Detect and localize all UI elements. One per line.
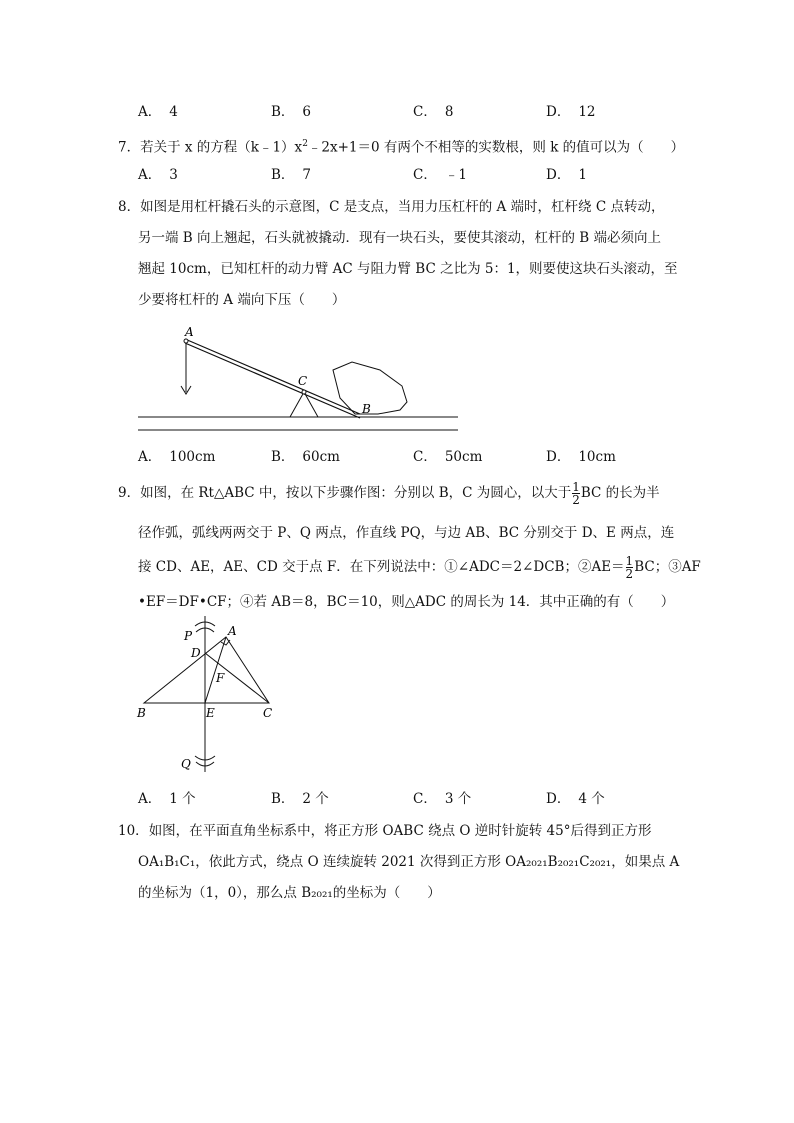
q9-option-b[interactable]: B． 2 个	[271, 791, 329, 807]
q6-option-d[interactable]: D． 12	[546, 104, 596, 120]
q8-stem-line-4: 少要将杠杆的 A 端向下压（ ）	[138, 292, 346, 308]
q7-number: 7．	[118, 139, 141, 156]
q9-stem-line-4: •EF＝DF•CF；④若 AB＝8，BC＝10，则△ADC 的周长为 14．其中正确的有（ ）	[138, 594, 675, 610]
q9-stem-line-3: 接 CD、AE，AE、CD 交于点 F．在下列说法中：①∠ADC＝2∠DCB；②AE＝ $\frac{1}{2}$ BC；③AF	[138, 554, 701, 581]
segment-cd	[205, 653, 269, 703]
q7-option-d[interactable]: D． 1	[546, 167, 587, 183]
q7-option-c[interactable]: C． ﹣1	[413, 167, 467, 183]
q6-option-b[interactable]: B． 6	[271, 104, 312, 120]
label-e: E	[206, 706, 215, 720]
q8-option-d[interactable]: D． 10cm	[546, 449, 616, 465]
q8-stem-line-3: 翘起 10cm，已知杠杆的动力臂 AC 与阻力臂 BC 之比为 5：1，则要使这块石头滚动，至	[138, 261, 678, 277]
q9-option-d[interactable]: D． 4 个	[546, 791, 605, 807]
q6-option-c[interactable]: C． 8	[413, 104, 454, 120]
q9-stem-line-1: 9．如图，在 Rt△ABC 中，按以下步骤作图：分别以 B，C 为圆心，以大于 $\frac{1}{2}$ BC 的长为半	[118, 480, 660, 507]
q9-number: 9．	[118, 485, 141, 501]
q7-option-b[interactable]: B． 7	[271, 167, 312, 183]
triangle-abc	[144, 637, 269, 703]
q7-stem	[118, 135, 684, 157]
segment-ae	[205, 637, 226, 703]
label-f: F	[216, 671, 225, 685]
label-a: A	[185, 325, 194, 339]
label-p: P	[184, 629, 193, 643]
q7-text-2: ﹣2x+1＝0 有两个不相等的实数根，则 k 的值可以为（ ）	[307, 139, 685, 156]
q8-option-c[interactable]: C． 50cm	[413, 449, 483, 465]
q7-exponent: 2	[302, 139, 308, 149]
fraction-one-half-2: $\frac{1}{2}$	[625, 554, 634, 581]
q8-stem-line-1: 8．如图是用杠杆撬石头的示意图，C 是支点，当用力压杠杆的 A 端时，杠杆绕 C 点转动，	[118, 199, 665, 215]
point-a-marker	[184, 339, 188, 343]
q7-text-1: 若关于 x 的方程（k﹣1）x	[140, 139, 303, 156]
triangle-construction-figure	[130, 612, 290, 782]
label-a: A	[228, 624, 237, 638]
q6-option-a[interactable]: A． 4	[138, 104, 178, 120]
label-c: C	[263, 706, 273, 720]
lever-bar-upper	[185, 339, 360, 414]
label-c: C	[298, 374, 308, 388]
q10-stem-line-1: 10．如图，在平面直角坐标系中，将正方形 OABC 绕点 O 逆时针旋转 45°后得到正方形	[118, 823, 652, 839]
label-q: Q	[181, 757, 191, 771]
q9-option-a[interactable]: A． 1 个	[138, 791, 196, 807]
q10-stem-line-2: OA₁B₁C₁，依此方式，绕点 O 连续旋转 2021 次得到正方形 OA₂₀₂₁B₂₀₂₁C₂₀₂₁，如果点 A	[138, 854, 680, 870]
label-d: D	[191, 646, 201, 660]
lever-figure	[130, 322, 470, 437]
fulcrum-triangle	[290, 392, 318, 417]
lever-bar-lower	[185, 343, 360, 418]
q7-option-a[interactable]: A． 3	[138, 167, 178, 183]
q8-stem-line-2: 另一端 B 向上翘起，石头就被撬动．现有一块石头，要使其滚动，杠杆的 B 端必须向上	[138, 230, 662, 246]
q10-stem-line-3: 的坐标为（1，0），那么点 B₂₀₂₁的坐标为（ ）	[138, 885, 441, 901]
q9-stem-line-2: 径作弧，弧线两两交于 P、Q 两点，作直线 PQ，与边 AB、BC 分别交于 D、E 两点，连	[138, 525, 675, 541]
fraction-one-half: $\frac{1}{2}$	[572, 480, 580, 507]
label-b: B	[137, 706, 146, 720]
label-b: B	[362, 402, 371, 416]
q10-number: 10．	[118, 823, 149, 839]
q8-number: 8．	[118, 199, 141, 215]
q8-option-b[interactable]: B． 60cm	[271, 449, 340, 465]
q9-option-c[interactable]: C． 3 个	[413, 791, 472, 807]
q8-option-a[interactable]: A． 100cm	[138, 449, 216, 465]
point-c-marker	[302, 390, 306, 394]
